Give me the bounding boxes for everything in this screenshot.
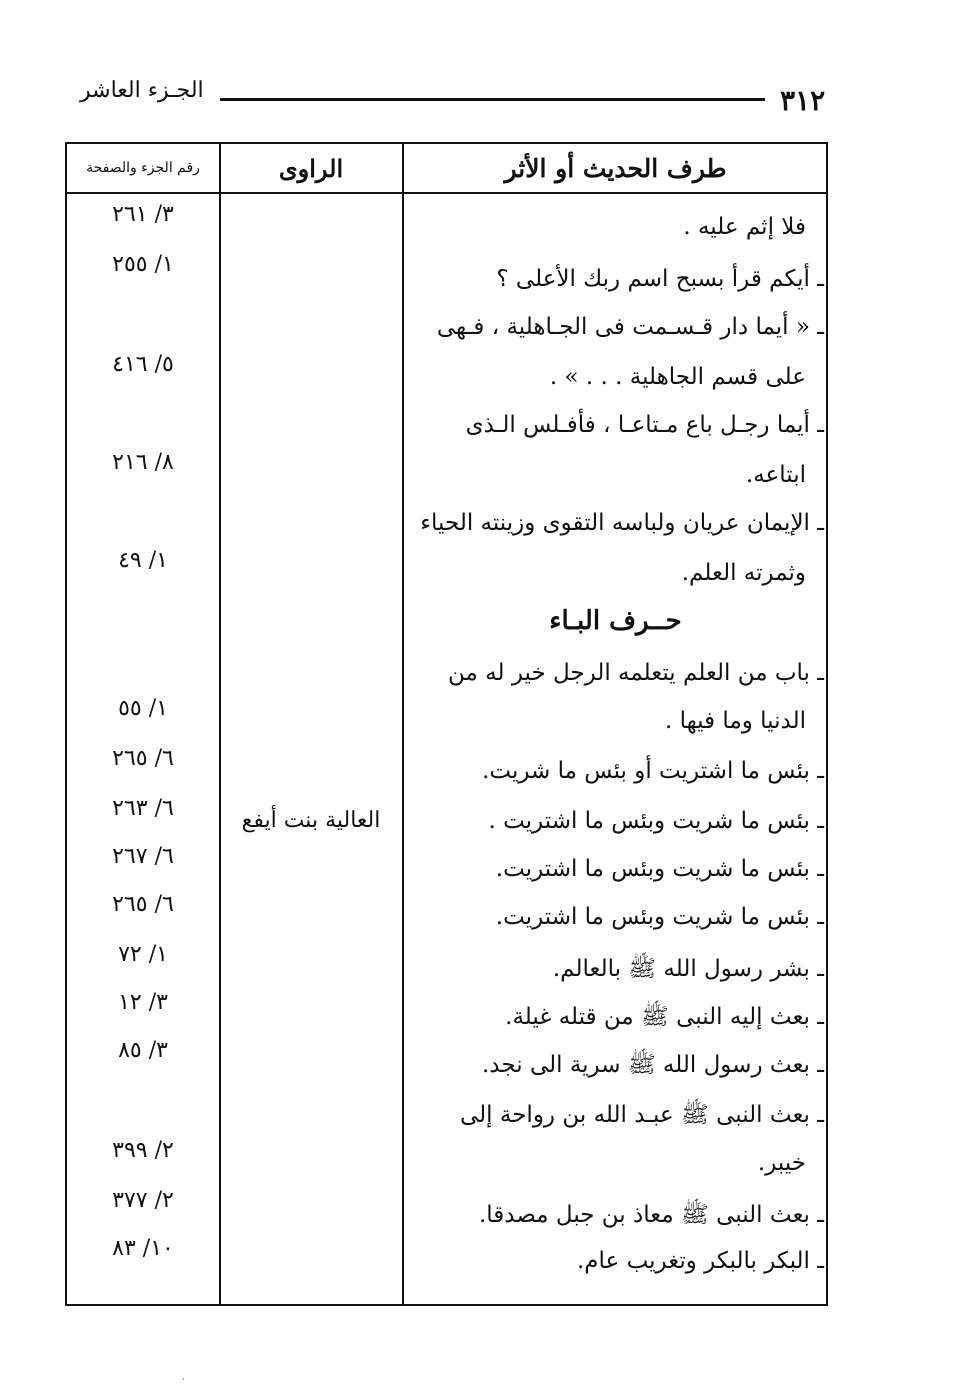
ref-cell: ١/ ٥٥	[118, 696, 168, 721]
hadith-line: وثمرته العلم.	[681, 560, 806, 586]
ref-cell: ٢/ ٣٧٧	[112, 1188, 174, 1213]
hadith-line: ـ الإيمان عريان ولباسه التقوى وزينته الحياء	[420, 510, 824, 536]
ref-cell: ٣/ ١٢	[118, 990, 168, 1015]
ref-cell: ٣/ ٨٥	[118, 1038, 168, 1063]
ref-cell: ٦/ ٢٦٥	[112, 746, 174, 771]
hadith-line: ـ أيما رجـل باع مـتاعـا ، فأفـلس الـذى	[465, 412, 824, 438]
hadith-line: ـ بعث إليه النبى ﷺ من قتله غيلة.	[505, 1004, 824, 1030]
ref-cell: ١/ ٤٩	[118, 548, 168, 573]
ref-cell: ٥/ ٤١٦	[112, 352, 174, 377]
hadith-line: الدنيا وما فيها .	[664, 708, 806, 734]
hadith-line: ـ بئس ما شريت وبئس ما اشتريت .	[488, 808, 824, 834]
column-header-text: طرف الحديث أو الأثر	[504, 153, 727, 183]
header-divider	[67, 192, 826, 194]
page-number: ٣١٢	[780, 84, 826, 117]
hadith-line: على قسم الجاهلية . . . » .	[549, 364, 806, 390]
hadith-line: ـ بعث النبى ﷺ عبـد الله بن رواحة إلى	[460, 1102, 824, 1128]
hadith-line: ـ بئس ما شريت وبئس ما اشتريت.	[495, 856, 824, 882]
hadith-line: ـ باب من العلم يتعلمه الرجل خير له من	[448, 660, 824, 686]
ref-cell: ٨/ ٢١٦	[112, 450, 174, 475]
column-header-narrator: الراوى	[278, 153, 344, 183]
hadith-line: ـ « أيما دار قـسـمت فى الجـاهلية ، فـهى	[436, 314, 824, 340]
column-divider	[402, 144, 404, 1304]
hadith-line: ابتاعه.	[745, 462, 806, 488]
ref-cell: ١/ ٧٢	[118, 942, 168, 967]
hadith-line: ـ بعث النبى ﷺ معاذ بن جبل مصدقا.	[478, 1202, 824, 1228]
page-speck: ·	[182, 1375, 185, 1384]
column-divider	[219, 144, 221, 1304]
hadith-line: ـ أيكم قرأ بسبح اسم ربك الأعلى ؟	[496, 266, 824, 292]
section-title: حــرف البـاء	[549, 606, 682, 636]
ref-cell: ٦/ ٢٦٣	[112, 796, 174, 821]
hadith-line: فلا إثم عليه .	[683, 214, 806, 240]
hadith-line: ـ البكر بالبكر وتغريب عام.	[576, 1248, 824, 1274]
ref-cell: ٦/ ٢٦٧	[112, 844, 174, 869]
hadith-line: ـ بئس ما اشتريت أو بئس ما شريت.	[482, 758, 824, 784]
ref-cell: ٢/ ٣٩٩	[112, 1138, 174, 1163]
hadith-line: خيبر.	[757, 1150, 806, 1176]
ref-cell: ١٠/ ٨٣	[112, 1236, 174, 1261]
column-header-ref: رقم الجزء والصفحة	[86, 160, 200, 176]
hadith-line: ـ بعث رسول الله ﷺ سرية الى نجد.	[482, 1052, 824, 1078]
hadith-line: ـ بشر رسول الله ﷺ بالعالم.	[552, 956, 824, 982]
header-rule	[220, 98, 765, 101]
running-header-volume: الجـزء العاشر	[80, 78, 204, 103]
ref-cell: ٦/ ٢٦٥	[112, 892, 174, 917]
ref-cell: ٣/ ٢٦١	[112, 202, 174, 227]
ref-cell: ١/ ٢٥٥	[112, 252, 174, 277]
index-table	[65, 142, 828, 1306]
narrator-name: العالية بنت أيفع	[241, 808, 381, 833]
hadith-line: ـ بئس ما شريت وبئس ما اشتريت.	[495, 904, 824, 930]
